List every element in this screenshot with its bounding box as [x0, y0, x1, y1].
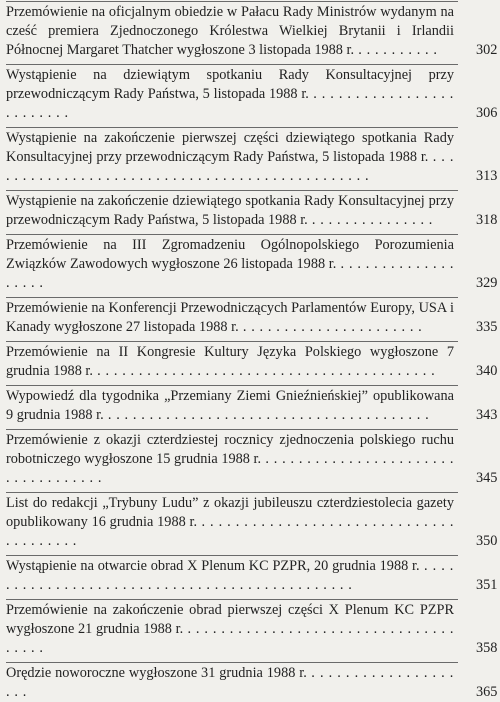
separator-line [6, 127, 458, 128]
toc-entry-title: List do redakcji „Trybuny Ludu” z okazji jubileuszu czterdziestolecia gazety opublikowany 16 grudnia 1988 r. [6, 495, 454, 530]
separator-line [6, 555, 458, 556]
toc-page-number: 335 [476, 319, 498, 335]
separator-line [6, 64, 458, 65]
toc-entry-title: Orędzie noworoczne wygłoszone 31 grudnia 1988 r. [6, 665, 307, 681]
toc-entry-title: Przemówienie na III Zgromadzeniu Ogólnopolskiego Porozumienia Związków Zawodowych wygłoszone 26 listopada 1988 r. [6, 237, 454, 272]
toc-entry: Przemówienie na Konferencji Przewodniczących Parlamentów Europy, USA i Kanady wygłoszone 27 listopada 1988 r. . . . . . . . . . . . . . . . . . . . . . . [6, 300, 454, 335]
toc-entry-title: Wypowiedź dla tygodnika „Przemiany Ziemi Gnieźnieńskiej” opublikowana 9 grudnia 1988 r. [6, 388, 454, 423]
separator-line [6, 341, 458, 342]
toc-page-number: 313 [476, 168, 498, 184]
toc-entry: Wystąpienie na zakończenie pierwszej części dziewiątego spotkania Rady Konsultacyjnej przy przewodniczącym Rady Państwa, 5 listopada 1988 r. . . . . . . . . . . . . . . . . . . . . . . . . . . . . . . . . . . . . . . . . . . . . . . . [6, 130, 455, 184]
separator-line [6, 492, 458, 493]
toc-page-number: 302 [476, 42, 498, 58]
toc-page-number: 350 [476, 533, 498, 549]
toc-page-number: 340 [476, 363, 498, 379]
toc-entry: Wystąpienie na dziewiątym spotkaniu Rady Konsultacyjnej przy przewodniczącym Rady Państwa, 5 listopada 1988 r. . . . . . . . . . . . . . . . . . . . . . . . . . [6, 67, 454, 121]
toc-page-number: 345 [476, 470, 498, 486]
toc-entry: Wystąpienie na otwarcie obrad X Plenum KC PZPR, 20 grudnia 1988 r. . . . . . . . . . . . . . . . . . . . . . . . . . . . . . . . . . . . . . . . . . . . . . . [6, 558, 454, 593]
toc-entry: Wypowiedź dla tygodnika „Przemiany Ziemi Gnieźnieńskiej” opublikowana 9 grudnia 1988 r. . . . . . . . . . . . . . . . . . . . . . . . . . . . . . . . . . . . . . . . [6, 388, 454, 423]
separator-line [6, 297, 458, 298]
toc-page-number: 358 [476, 640, 498, 656]
toc-entry-title: Przemówienie z okazji czterdziestej rocznicy zjednoczenia polskiego ruchu robotniczego wygłoszone 15 grudnia 1988 r. [6, 432, 454, 467]
toc-page-number: 318 [476, 212, 498, 228]
separator-line [6, 385, 458, 386]
toc-entry-title: Przemówienie na zakończenie obrad pierwszej części X Plenum KC PZPR wygłoszone 21 grudnia 1988 r. [6, 602, 454, 637]
toc-entry: Wystąpienie na zakończenie dziewiątego spotkania Rady Konsultacyjnej przy przewodniczącym Rady Państwa, 5 listopada 1988 r. . . . . . . . . . . . . . . . [6, 193, 454, 228]
separator-line [6, 190, 458, 191]
toc-entry: Przemówienie na zakończenie obrad pierwszej części X Plenum KC PZPR wygłoszone 21 grudnia 1988 r. . . . . . . . . . . . . . . . . . . . . . . . . . . . . . . . . . . . . . [6, 602, 455, 656]
toc-entry-title: Wystąpienie na dziewiątym spotkaniu Rady Konsultacyjnej przy przewodniczącym Rady Państwa, 5 listopada 1988 r. [6, 67, 454, 102]
toc-entry: List do redakcji „Trybuny Ludu” z okazji jubileuszu czterdziestolecia gazety opublikowany 16 grudnia 1988 r. . . . . . . . . . . . . . . . . . . . . . . . . . . . . . . . . . . . . . . . [6, 495, 454, 549]
toc-entry-title: Wystąpienie na zakończenie pierwszej części dziewiątego spotkania Rady Konsultacyjnej przy przewodniczącym Rady Państwa, 5 listopada 1988 r. [6, 130, 454, 165]
toc-page-number: 351 [476, 577, 498, 593]
separator-line [6, 1, 458, 2]
separator-line [6, 662, 458, 663]
separator-line [6, 599, 458, 600]
separator-line [6, 234, 458, 235]
toc-entry: Przemówienie na oficjalnym obiedzie w Pałacu Rady Ministrów wydanym na cześć premiera Zjednoczonego Królestwa Wielkiej Brytanii i Irlandii Północnej Margaret Thatcher wygłoszone 3 listopada 1988 r. . . . . . . . . . . [6, 4, 454, 58]
separator-line [6, 429, 458, 430]
toc-entry-title: Przemówienie na oficjalnym obiedzie w Pałacu Rady Ministrów wydanym na cześć premiera Zjednoczonego Królestwa Wielkiej Brytanii i Irlandii Północnej Margaret Thatcher wygłoszone 3 listopada 1988 r. [6, 4, 454, 58]
toc-page-number: 306 [476, 105, 498, 121]
toc-entry-title: Wystąpienie na zakończenie dziewiątego spotkania Rady Konsultacyjnej przy przewodniczącym Rady Państwa, 5 listopada 1988 r. [6, 193, 454, 228]
toc-page-number: 329 [476, 275, 498, 291]
toc-entry-title: Przemówienie na Konferencji Przewodniczących Parlamentów Europy, USA i Kanady wygłoszone 27 listopada 1988 r. [6, 300, 454, 335]
toc-entry: Przemówienie na III Zgromadzeniu Ogólnopolskiego Porozumienia Związków Zawodowych wygłoszone 26 listopada 1988 r. . . . . . . . . . . . . . . . . . . . [6, 237, 454, 291]
toc-entry-title: Przemówienie na II Kongresie Kultury Języka Polskiego wygłoszone 7 grudnia 1988 r. [6, 344, 454, 379]
toc-entry-title: Wystąpienie na otwarcie obrad X Plenum KC PZPR, 20 grudnia 1988 r. [6, 558, 420, 574]
toc-entry: Przemówienie z okazji czterdziestej rocznicy zjednoczenia polskiego ruchu robotniczego wygłoszone 15 grudnia 1988 r. . . . . . . . . . . . . . . . . . . . . . . . . . . . . . . . . . . . [6, 432, 454, 486]
toc-page-number: 343 [476, 407, 498, 423]
toc-page-number: 365 [476, 684, 498, 700]
toc-entry: Przemówienie na II Kongresie Kultury Języka Polskiego wygłoszone 7 grudnia 1988 r. . . . . . . . . . . . . . . . . . . . . . . . . . . . . . . . . . . . . . . . . . [6, 344, 454, 379]
toc-entry: Orędzie noworoczne wygłoszone 31 grudnia 1988 r. . . . . . . . . . . . . . . . . . . . . [6, 665, 454, 700]
